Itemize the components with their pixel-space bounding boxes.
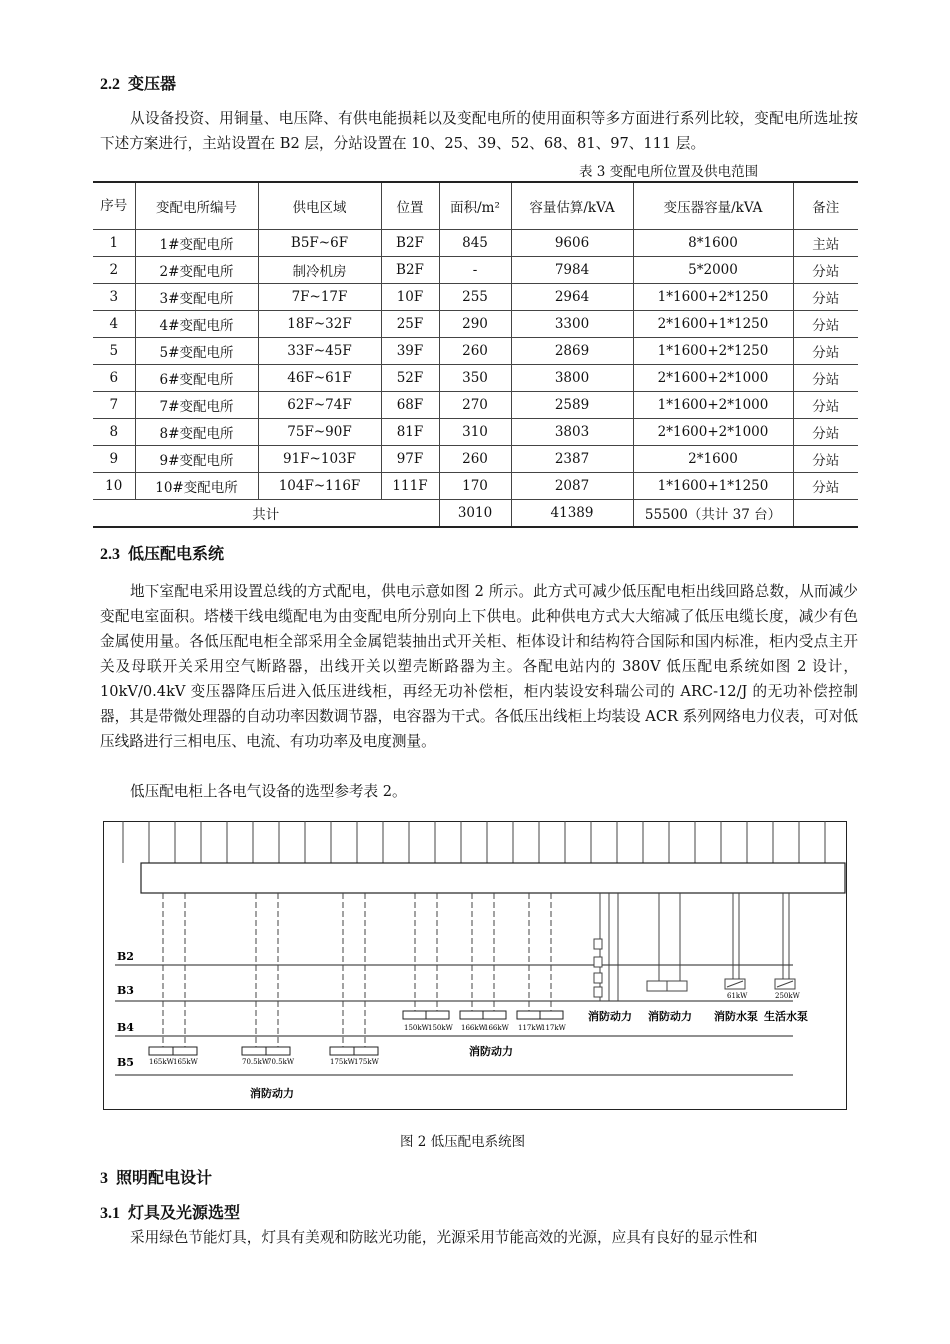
table-cell: B2F (381, 230, 439, 257)
table-cell: 9606 (511, 230, 633, 257)
section-number: 2.3 (100, 546, 120, 563)
table-cell: 5 (93, 338, 135, 365)
table-cell: 170 (439, 473, 511, 500)
fire-pump (725, 893, 745, 989)
col-header: 序号 (93, 182, 135, 230)
level-b5: B5 (117, 1056, 134, 1069)
section-title: 照明配电设计 (116, 1168, 213, 1187)
table-cell: 10F (381, 284, 439, 311)
table-cell: 68F (381, 392, 439, 419)
table-cell: 1*1600+2*1000 (633, 392, 793, 419)
total-capacity: 41389 (511, 500, 633, 528)
table-cell: 3#变配电所 (135, 284, 258, 311)
table-cell: 270 (439, 392, 511, 419)
col-header: 变压器容量/kVA (633, 182, 793, 230)
table-row (93, 419, 858, 446)
table-cell: 845 (439, 230, 511, 257)
table-cell: B5F~6F (258, 230, 381, 257)
table-cell: 18F~32F (258, 311, 381, 338)
table-cell: 7F~17F (258, 284, 381, 311)
table-header-row (93, 182, 858, 230)
table-cell: 260 (439, 338, 511, 365)
substation-table (93, 181, 858, 528)
table-cell: 6#变配电所 (135, 365, 258, 392)
table-row (93, 365, 858, 392)
b4-label: 消防动力 (469, 1045, 513, 1058)
table-cell: 分站 (793, 338, 858, 365)
bus-bar (141, 863, 845, 893)
table-cell: 2 (93, 257, 135, 284)
section-title: 灯具及光源选型 (128, 1203, 241, 1222)
table-cell: 1*1600+1*1250 (633, 473, 793, 500)
table-cell: 9#变配电所 (135, 446, 258, 473)
low-voltage-system-diagram (103, 821, 847, 1110)
pump-rating: 61kW (727, 992, 748, 1000)
col-header: 备注 (793, 182, 858, 230)
table-cell: 8 (93, 419, 135, 446)
col-header: 容量估算/kVA (511, 182, 633, 230)
table-caption: 表 3 变配电所位置及供电范围 (579, 164, 759, 180)
section-heading-2-2 (100, 74, 176, 95)
table-cell: 2087 (511, 473, 633, 500)
table-cell: 290 (439, 311, 511, 338)
table-cell: 2*1600+2*1000 (633, 419, 793, 446)
table-cell: 2589 (511, 392, 633, 419)
table-cell: 260 (439, 446, 511, 473)
b4-load: 166kW (484, 1024, 509, 1032)
table-cell: 10 (93, 473, 135, 500)
b5-drops (163, 893, 365, 1047)
b5-load: 70.5kW (267, 1058, 295, 1066)
table-cell: 3 (93, 284, 135, 311)
col-header: 变配电所编号 (135, 182, 258, 230)
table-cell: 分站 (793, 284, 858, 311)
table-cell: 2387 (511, 446, 633, 473)
domestic-pump (775, 893, 795, 989)
b5-load: 165kW (149, 1058, 174, 1066)
table-cell: 46F~61F (258, 365, 381, 392)
b3-fire-power-a (594, 893, 618, 1001)
b3-label: 消防动力 (588, 1010, 632, 1023)
table-cell: 2964 (511, 284, 633, 311)
table-cell: 分站 (793, 446, 858, 473)
table-row (93, 392, 858, 419)
table-cell: 104F~116F (258, 473, 381, 500)
table-cell: 2869 (511, 338, 633, 365)
table-row (93, 338, 858, 365)
table-cell: - (439, 257, 511, 284)
table-cell: 5*2000 (633, 257, 793, 284)
table-cell: 1 (93, 230, 135, 257)
table-cell: B2F (381, 257, 439, 284)
table-cell: 81F (381, 419, 439, 446)
section-heading-2-3 (100, 544, 224, 565)
table-cell: 7984 (511, 257, 633, 284)
b4-load: 117kW (541, 1024, 566, 1032)
paragraph-low-voltage: 地下室配电采用设置总线的方式配电，供电示意如图 2 所示。此方式可减少低压配电柜出线回路总数，从而减少变配电室面积。塔楼干线电缆配电为由变配电所分别向上下供电。此种供电方式大大缩减了低压电缆长度，减少有色金属使用量。各低压配电柜全部采用全金属铠装抽出式开关柜、柜体设计和结构符合国际和国内标准，柜内受点主开关及母联开关采用空气断路器，出线开关以塑壳断路器为主。各配电站内的 380V 低压配电系统如图 2 设计，10kV/0.4kV 变压器降压后进入低压进线柜，再经无功补偿柜，柜内装设安科瑞公司的 ARC-12/J 的无功补偿控制器，其是带微处理器的自动功率因数调节器，电容器为干式。各低压出线柜上均装设 ACR 系列网络电力仪表，可对低压线路进行三相电压、电流、有功功率及电度测量。 (100, 583, 858, 750)
b4-load: 150kW (404, 1024, 429, 1032)
table-row (93, 230, 858, 257)
top-feeders (123, 821, 825, 863)
level-b4: B4 (117, 1021, 134, 1034)
table-cell: 3800 (511, 365, 633, 392)
table-cell: 9 (93, 446, 135, 473)
b4-load: 166kW (461, 1024, 486, 1032)
section-title: 变压器 (128, 74, 177, 93)
total-area: 3010 (439, 500, 511, 528)
table-cell: 分站 (793, 392, 858, 419)
b3-label: 消防水泵 (714, 1010, 758, 1023)
table-cell: 62F~74F (258, 392, 381, 419)
col-header: 供电区域 (258, 182, 381, 230)
table-cell: 制冷机房 (258, 257, 381, 284)
b5-load: 165kW (173, 1058, 198, 1066)
b5-load: 70.5kW (242, 1058, 270, 1066)
table-cell: 2*1600+2*1000 (633, 365, 793, 392)
table-cell: 75F~90F (258, 419, 381, 446)
paragraph-reference: 低压配电柜上各电气设备的选型参考表 2。 (130, 783, 407, 800)
section-heading-3-1 (100, 1203, 240, 1224)
b5-boxes (149, 1047, 378, 1055)
table-cell: 255 (439, 284, 511, 311)
table-cell: 1*1600+2*1250 (633, 284, 793, 311)
table-cell: 97F (381, 446, 439, 473)
table-cell: 分站 (793, 419, 858, 446)
paragraph-lighting: 采用绿色节能灯具，灯具有美观和防眩光功能，光源采用节能高效的光源，应具有良好的显示性和 (130, 1229, 758, 1246)
section-number: 3.1 (100, 1205, 120, 1222)
section-number: 3 (100, 1170, 108, 1187)
table-cell: 分站 (793, 311, 858, 338)
table-cell: 25F (381, 311, 439, 338)
table-cell: 350 (439, 365, 511, 392)
table-cell: 3300 (511, 311, 633, 338)
table-cell: 10#变配电所 (135, 473, 258, 500)
table-cell: 5#变配电所 (135, 338, 258, 365)
b4-drops (415, 893, 551, 1011)
b4-load: 150kW (428, 1024, 453, 1032)
table-cell: 1#变配电所 (135, 230, 258, 257)
table-cell: 7 (93, 392, 135, 419)
table-cell: 33F~45F (258, 338, 381, 365)
table-cell: 2*1600+1*1250 (633, 311, 793, 338)
b3-label: 生活水泵 (764, 1010, 808, 1023)
table-cell: 310 (439, 419, 511, 446)
b5-load: 175kW (330, 1058, 355, 1066)
b5-load: 175kW (354, 1058, 379, 1066)
b5-label: 消防动力 (250, 1087, 294, 1100)
table-cell: 39F (381, 338, 439, 365)
table-cell: 1*1600+2*1250 (633, 338, 793, 365)
table-cell: 4 (93, 311, 135, 338)
table-row (93, 257, 858, 284)
figure-caption: 图 2 低压配电系统图 (400, 1134, 526, 1150)
table-row (93, 311, 858, 338)
table-cell: 91F~103F (258, 446, 381, 473)
col-header: 面积/m² (439, 182, 511, 230)
table-row (93, 473, 858, 500)
section-number: 2.2 (100, 76, 120, 93)
total-note (793, 500, 858, 528)
table-cell: 52F (381, 365, 439, 392)
section-title: 低压配电系统 (128, 544, 225, 563)
table-cell: 2#变配电所 (135, 257, 258, 284)
table-row (93, 446, 858, 473)
table-cell: 主站 (793, 230, 858, 257)
b3-label: 消防动力 (648, 1010, 692, 1023)
table-cell: 4#变配电所 (135, 311, 258, 338)
pump-rating: 250kW (775, 992, 800, 1000)
b4-boxes (403, 1011, 563, 1019)
table-cell: 8*1600 (633, 230, 793, 257)
table-cell: 2*1600 (633, 446, 793, 473)
b3-fire-power-b (647, 893, 687, 991)
table-cell: 8#变配电所 (135, 419, 258, 446)
section-heading-3 (100, 1168, 212, 1189)
table-cell: 3803 (511, 419, 633, 446)
table-cell: 分站 (793, 257, 858, 284)
level-b3: B3 (117, 984, 134, 997)
table-cell: 7#变配电所 (135, 392, 258, 419)
col-header: 位置 (381, 182, 439, 230)
paragraph-substation-selection: 从设备投资、用铜量、电压降、有供电能损耗以及变配电所的使用面积等多方面进行系列比较，变配电所选址按下述方案进行，主站设置在 B2 层，分站设置在 10、25、39、52、68、81、97、111 层。 (100, 110, 858, 152)
b4-load: 117kW (518, 1024, 543, 1032)
table-cell: 6 (93, 365, 135, 392)
table-total-row (93, 500, 858, 528)
total-label: 共计 (93, 500, 439, 528)
table-row (93, 284, 858, 311)
table-cell: 111F (381, 473, 439, 500)
table-cell: 分站 (793, 365, 858, 392)
level-b2: B2 (117, 950, 134, 963)
table-cell: 分站 (793, 473, 858, 500)
total-transformer: 55500（共计 37 台） (633, 500, 793, 528)
